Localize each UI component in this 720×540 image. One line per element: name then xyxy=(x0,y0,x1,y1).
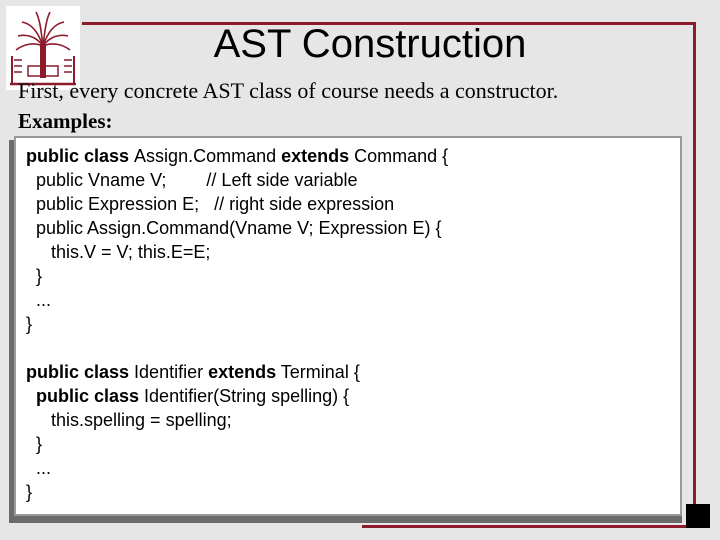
code-token: Vname V; // Left side variable xyxy=(83,170,358,190)
code-line xyxy=(26,336,448,360)
examples-label: Examples: xyxy=(18,109,113,133)
code-token: public xyxy=(26,194,84,214)
code-token: this.V = V; this.E=E; xyxy=(26,242,211,262)
slide-title: AST Construction xyxy=(213,22,527,66)
code-token: this.spelling = spelling; xyxy=(26,410,232,430)
code-token: ... xyxy=(26,290,52,310)
code-token: public class xyxy=(26,146,135,166)
code-listing xyxy=(26,144,448,504)
code-line xyxy=(26,144,448,168)
code-token: extends xyxy=(281,146,350,166)
code-token: extends xyxy=(208,362,277,382)
code-token: Identifier xyxy=(134,362,209,382)
code-token: public class xyxy=(26,362,135,382)
code-line xyxy=(26,240,448,264)
code-line xyxy=(26,312,448,336)
code-token: } xyxy=(26,266,43,286)
code-token: public xyxy=(26,170,84,190)
code-token: ... xyxy=(26,458,52,478)
code-token: Assign.Command(Vname V; Expression E) { xyxy=(83,218,442,238)
code-token: } xyxy=(26,482,33,502)
code-token: Identifier(String spelling) { xyxy=(139,386,350,406)
code-token: } xyxy=(26,434,43,454)
intro-text: First, every concrete AST class of course needs a constructor. xyxy=(18,78,559,103)
frame-bottom-border xyxy=(362,525,696,528)
code-line xyxy=(26,480,448,504)
code-token: } xyxy=(26,314,33,334)
code-token: Assign.Command xyxy=(134,146,282,166)
code-token: public class xyxy=(26,386,140,406)
code-line xyxy=(26,360,448,384)
code-token: public xyxy=(26,218,84,238)
code-token: Terminal { xyxy=(276,362,360,382)
code-line xyxy=(26,432,448,456)
code-token: Expression E; // right side expression xyxy=(83,194,395,214)
code-line xyxy=(26,216,448,240)
code-token: Command { xyxy=(349,146,449,166)
code-line xyxy=(26,192,448,216)
code-line xyxy=(26,384,448,408)
code-line xyxy=(26,264,448,288)
code-box xyxy=(14,136,682,516)
code-line xyxy=(26,168,448,192)
corner-block xyxy=(686,504,710,528)
code-line xyxy=(26,456,448,480)
code-line xyxy=(26,288,448,312)
code-line xyxy=(26,408,448,432)
